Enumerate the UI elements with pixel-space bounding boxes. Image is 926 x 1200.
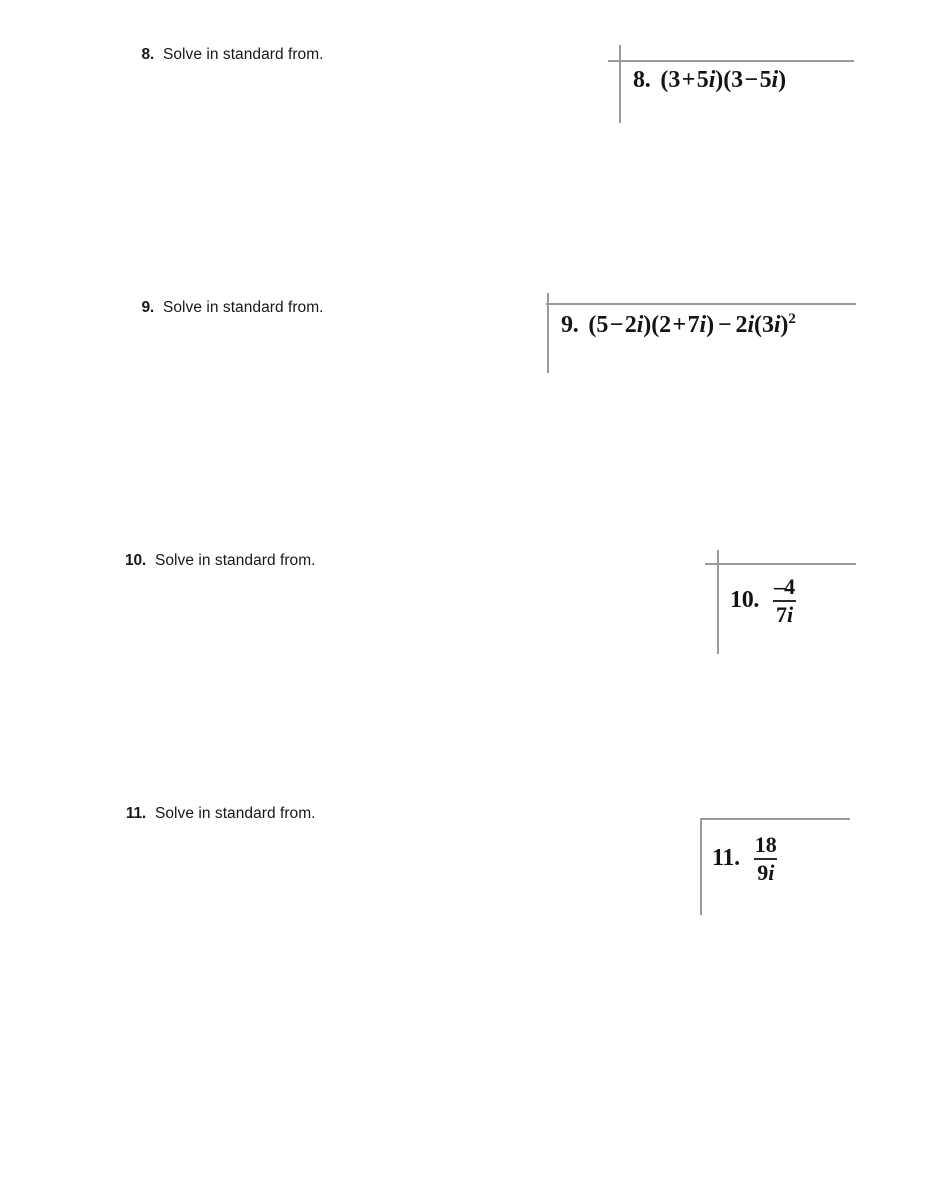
fraction-11-denominator: 9i bbox=[754, 858, 777, 885]
snippet-10-top-rule bbox=[705, 563, 856, 565]
fraction-10-numerator: –4 bbox=[774, 574, 796, 599]
prompt-text-10: Solve in standard from. bbox=[155, 552, 316, 569]
snippet-9-left-rule bbox=[547, 293, 549, 373]
fraction-10-denominator: 7i bbox=[773, 600, 796, 627]
problem-snippet-9 bbox=[535, 285, 860, 380]
snippet-11-top-rule bbox=[700, 818, 850, 820]
problem-snippet-10 bbox=[700, 545, 860, 660]
math-expr-8: (3+5i)(3−5i) bbox=[660, 67, 786, 93]
negative-sign-icon: – bbox=[774, 574, 785, 599]
snippet-10-left-rule bbox=[717, 550, 719, 654]
snippet-8-left-rule bbox=[619, 45, 621, 123]
math-expression-8 bbox=[633, 67, 786, 94]
math-expression-11 bbox=[712, 833, 780, 885]
fraction-10 bbox=[771, 575, 798, 627]
math-number-11: 11. bbox=[712, 845, 740, 872]
snippet-11-left-rule bbox=[700, 818, 702, 915]
prompt-number-10: 10. bbox=[125, 552, 146, 569]
prompt-number-11: 11. bbox=[125, 805, 146, 822]
prompt-text-9: Solve in standard from. bbox=[163, 299, 324, 316]
problem-snippet-11 bbox=[690, 805, 860, 920]
prompt-text-8: Solve in standard from. bbox=[163, 46, 324, 63]
prompt-row-9 bbox=[120, 299, 324, 317]
problem-snippet-8 bbox=[600, 40, 860, 130]
fraction-11 bbox=[752, 833, 780, 885]
prompt-text-11: Solve in standard from. bbox=[155, 805, 316, 822]
snippet-8-top-rule bbox=[608, 60, 854, 62]
fraction-11-numerator: 18 bbox=[754, 832, 777, 857]
math-expression-9 bbox=[561, 312, 796, 339]
math-number-10: 10. bbox=[730, 587, 760, 614]
prompt-number-8: 8. bbox=[141, 46, 154, 63]
math-number-8: 8. bbox=[633, 67, 651, 93]
snippet-9-top-rule bbox=[546, 303, 856, 305]
prompt-row-8 bbox=[120, 46, 324, 64]
prompt-row-11 bbox=[112, 805, 316, 823]
prompt-row-10 bbox=[112, 552, 316, 570]
math-expression-10 bbox=[730, 575, 798, 627]
math-expr-9: $(5-2i)(2+7i) - 2i(3i)^2$ bbox=[588, 311, 796, 338]
math-number-9: 9. bbox=[561, 312, 579, 338]
prompt-number-9: 9. bbox=[141, 299, 154, 316]
math-exponent-9: 2 bbox=[788, 311, 796, 327]
